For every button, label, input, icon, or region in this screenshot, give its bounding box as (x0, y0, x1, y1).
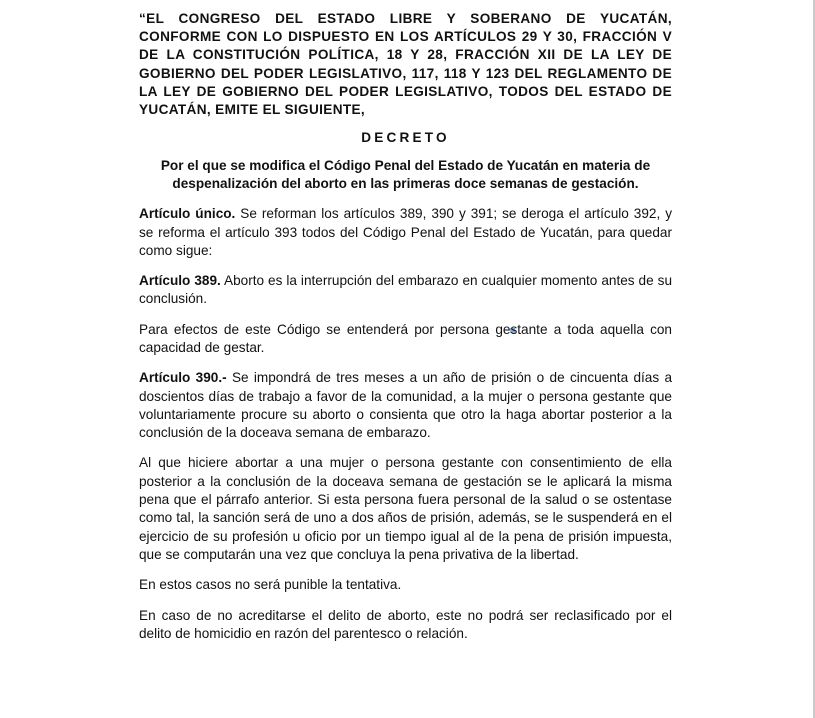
persona-gestante-text-start: Para efectos de este Código se entenderá por persona ge (139, 321, 511, 337)
decree-title: DECRETO (361, 130, 450, 146)
articulo-389-paragraph (139, 272, 672, 309)
persona-gestante-text-end: stante a toda aquella con capacidad de gestar. (139, 321, 672, 355)
articulo-390-label: Artículo 390.- (139, 370, 227, 386)
articulo-390-text: Se impondrá de tres meses a un año de prisión o de cincuenta días a doscientos días de trabajo a favor de la comunidad, a la mujer o persona gestante que voluntariamente procure su aborto o consienta que otro la haga abortar posterior a la conclusión de la doceava semana de embarazo. (139, 370, 673, 441)
decree-subtitle: Por el que se modifica el Código Penal del Estado de Yucatán en materia de despenalización del aborto en las primeras doce semanas de gestación. (160, 158, 651, 192)
articulo-390-paragraph (139, 369, 672, 442)
articulo-unico-label: Artículo único. (139, 206, 236, 222)
articulo-389-text: Aborto es la interrupción del embarazo en cualquier momento antes de su conclusión. (139, 273, 673, 307)
tentativa-paragraph: En estos casos no será punible la tentativa. (139, 577, 402, 593)
articulo-unico-paragraph (139, 205, 672, 260)
document-body (139, 10, 672, 643)
preamble: “EL CONGRESO DEL ESTADO LIBRE Y SOBERANO DE YUCATÁN, CONFORME CON LO DISPUESTO EN LOS ARTÍCULOS 29 Y 30, FRACCIÓN V DE LA CONSTITUCIÓN POLÍTICA, 18 Y 28, FRACCIÓN XII DE LA LEY DE GOBIERNO DEL PODER LEGISLATIVO, 117, 118 Y 123 DEL REGLAMENTO DE LA LEY DE GOBIERNO DEL PODER LEGISLATIVO, TODOS DEL ESTADO DE YUCATÁN, EMITE EL SIGUIENTE, (139, 11, 672, 118)
articulo-unico-text: Se reforman los artículos 389, 390 y 391; se deroga el artículo 392, y se reforma el artículo 393 todos del Código Penal del Estado de Yucatán, para quedar como sigue: (139, 206, 673, 258)
articulo-389-label: Artículo 389. (139, 273, 221, 289)
consentimiento-paragraph: Al que hiciere abortar a una mujer o persona gestante con consentimiento de ella posterior a la conclusión de la doceava semana de gestación se le aplicará la misma pena que el párrafo anterior. Si esta persona fuera personal de la salud o se ostentase como tal, la sanción será de uno a dos años de prisión, además, se le suspenderá en el ejercicio de su profesión u oficio por un tiempo igual al de la pena de prisión impuesta, que se computarán una vez que concluya la pena privativa de la libertad. (139, 455, 672, 562)
reclasificacion-paragraph: En caso de no acreditarse el delito de aborto, este no podrá ser reclasificado por el delito de homicidio en razón del parentesco o relación. (139, 607, 672, 641)
persona-gestante-paragraph (139, 321, 672, 358)
